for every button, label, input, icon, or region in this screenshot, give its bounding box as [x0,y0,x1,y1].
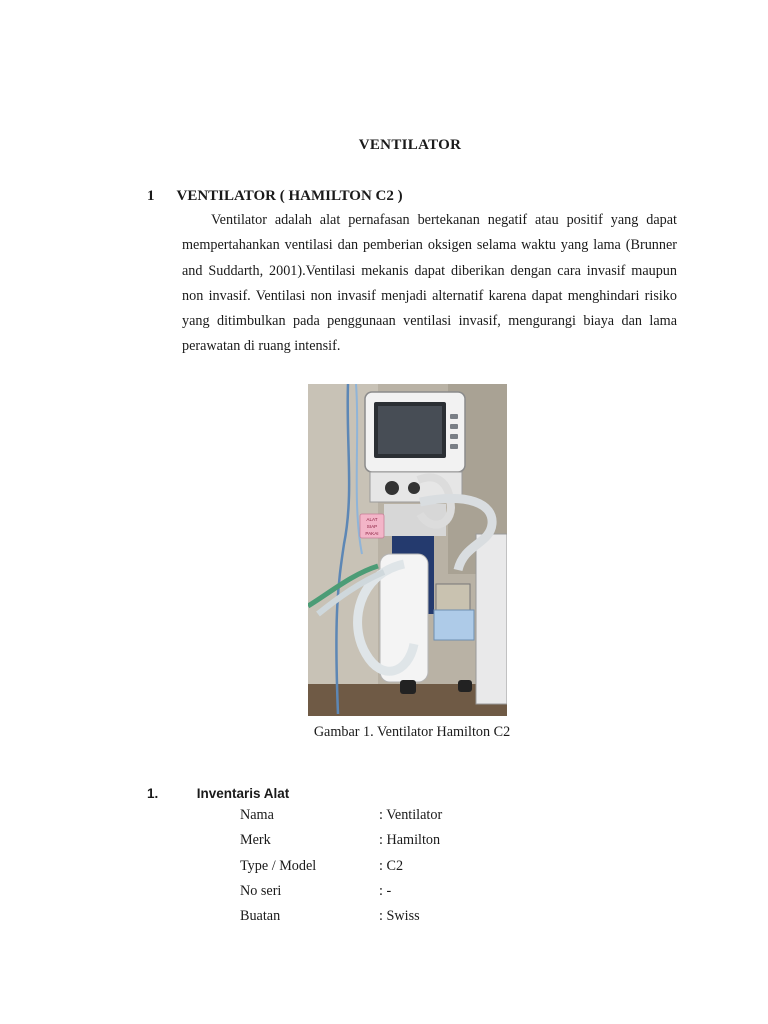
tag-text-line-2: SIAP [366,524,378,529]
figure-caption: Gambar 1. Ventilator Hamilton C2 [313,724,511,740]
inventory-heading [147,786,289,801]
intro-paragraph: Ventilator adalah alat pernafasan bertekanan negatif atau positif yang dapat mempertahankan ventilasi dan pemberian oksigen selama waktu yang lama (Brunner and Suddarth, 2001).Ventilasi mekanis dapat diberikan dengan cara invasif maupun non invasif. Ventilasi non invasif menjadi alternatif karena dapat menghindari risiko yang ditimbulkan pada penggunaan ventilasi invasif, mengurangi biaya dan lama perawatan di ruang intensif. [182,212,677,355]
inventory-value: : C2 [379,857,404,874]
inventory-label: Buatan [240,908,281,925]
inventory-row-no-seri [240,880,660,905]
inventory-value: : Swiss [379,908,420,925]
inventory-value: : Hamilton [379,832,441,849]
inventory-row-buatan [240,905,660,930]
inventory-heading-text: Inventaris Alat [196,786,290,801]
inventory-label: Type / Model [240,857,317,874]
inventory-row-nama [240,804,660,829]
inventory-table [240,804,660,930]
ventilator-photo [308,384,507,716]
document-title: VENTILATOR [358,137,462,153]
section-number: 1 [147,188,155,204]
inventory-value: : Ventilator [379,807,443,823]
section-heading [147,188,403,205]
inventory-row-type [240,855,660,880]
inventory-label: Merk [240,832,271,849]
tag-text-line-1: ALAT [366,517,378,522]
inventory-number: 1. [147,786,159,801]
ventilator-photo-drawing [308,384,507,716]
inventory-label: No seri [240,882,282,899]
section-heading-text: VENTILATOR ( HAMILTON C2 ) [176,188,403,204]
inventory-row-merk [240,829,660,854]
inventory-value: : - [379,882,392,899]
inventory-label: Nama [240,807,274,823]
tag-text-line-3: PAKAI [365,531,379,536]
